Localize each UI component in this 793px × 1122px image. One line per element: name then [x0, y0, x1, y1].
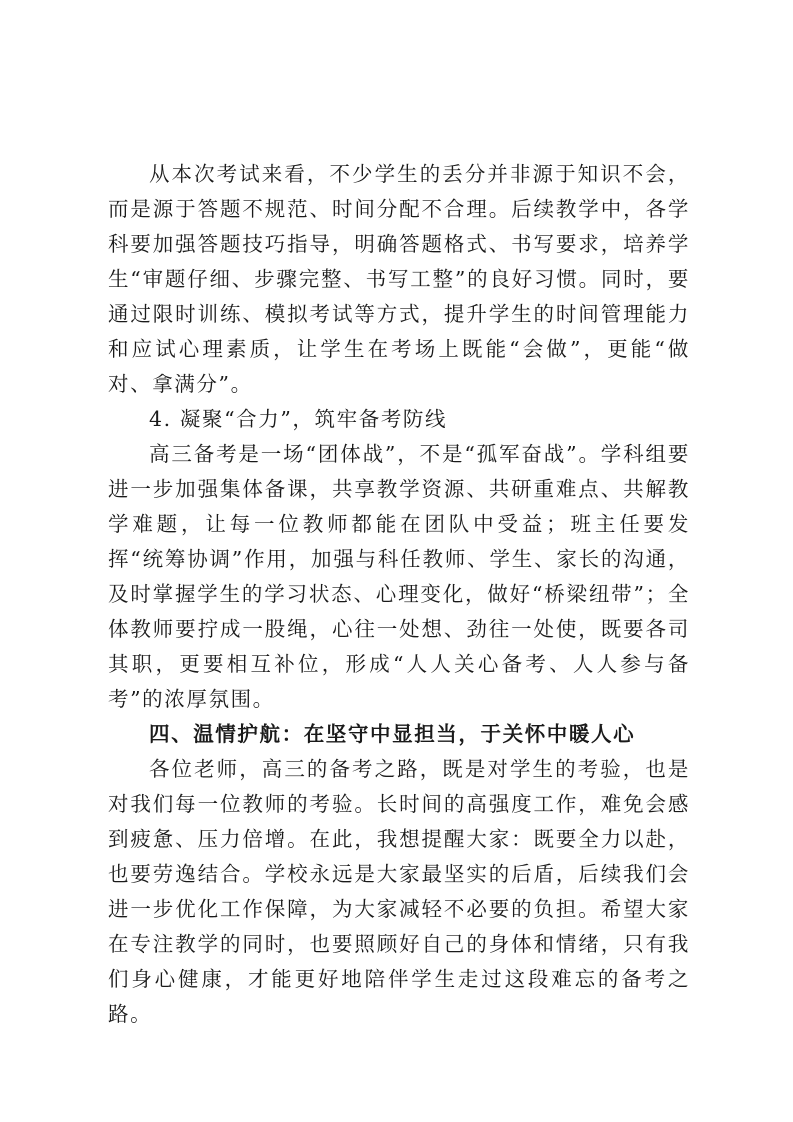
paragraph-answering-norms: 从本次考试来看，不少学生的丢分并非源于知识不会，而是源于答题不规范、时间分配不合理。后续教学中，各学科要加强答题技巧指导，明确答题格式、书写要求，培养学生“审题仔细、步骤完整、书写工整”的良好习惯。同时，要通过限时训练、模拟考试等方式，提升学生的时间管理能力和应试心理素质，让学生在考场上既能“会做”，更能“做对、拿满分”。 — [108, 162, 690, 396]
subheading-joint-effort: 4. 凝聚“合力”，筑牢备考防线 — [149, 407, 448, 431]
paragraph-team-battle: 高三备考是一场“团体战”，不是“孤军奋战”。学科组要进一步加强集体备课，共享教学资源、共研重难点、共解教学难题，让每一位教师都能在团队中受益；班主任要发挥“统筹协调”作用，加强与科任教师、学生、家长的沟通，及时掌握学生的学习状态、心理变化，做好“桥梁纽带”；全体教师要拧成一股绳，心往一处想、劲往一处使，既要各司其职，更要相互补位，形成“人人关心备考、人人参与备考”的浓厚氛围。 — [108, 442, 690, 711]
paragraph-teacher-care: 各位老师，高三的备考之路，既是对学生的考验，也是对我们每一位教师的考验。长时间的高强度工作，难免会感到疲惫、压力倍增。在此，我想提醒大家：既要全力以赴，也要劳逸结合。学校永远是大家最坚实的后盾，后续我们会进一步优化工作保障，为大家减轻不必要的负担。希望大家在专注教学的同时，也要照顾好自己的身体和情绪，只有我们身心健康，才能更好地陪伴学生走过这段难忘的备考之路。 — [108, 757, 690, 1026]
section-heading-warm-escort: 四、温情护航：在坚守中显担当，于关怀中暖人心 — [149, 722, 636, 746]
document-body — [108, 157, 690, 1032]
